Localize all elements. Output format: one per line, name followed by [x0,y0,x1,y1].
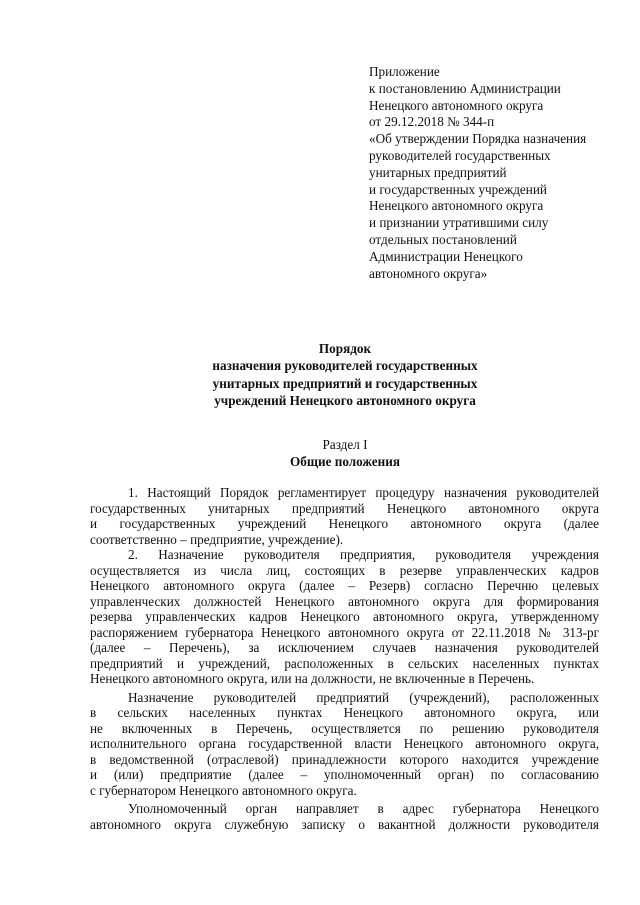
paragraph-2 [90,547,599,687]
text-line: государственных унитарных предприятий Ненецкого автономного округа [90,500,599,516]
section-header [90,436,600,471]
appendix-line: и государственных учреждений [369,181,547,197]
section-number: Раздел I [322,437,368,452]
document-title [90,340,600,410]
appendix-line: и признании утратившими силу [369,215,549,231]
text-line: Ненецкого автономного округа (далее – Резерв) согласно Перечню целевых [90,578,599,593]
text-line: исполнительного органа государственной власти Ненецкого автономного округа, [90,736,599,751]
text-line: соответственно – предприятие, учреждение). [90,531,344,547]
text-line: в ведомственной (отраслевой) принадлежности которого находится учреждение [90,751,599,767]
text-line: в сельских населенных пунктах Ненецкого автономного округа, или [90,705,599,720]
text-line: распоряжением губернатора Ненецкого автономного округа от 22.11.2018 № 313-рг [90,624,599,640]
appendix-line: унитарных предприятий [369,164,507,180]
text-line: автономного округа служебную записку о вакантной должности руководителя [90,816,599,832]
text-line: 2. Назначение руководителя предприятия, руководителя учреждения [128,547,599,562]
text-line: и (или) предприятие (далее – уполномоченный орган) по согласованию [90,767,599,782]
appendix-line: Администрации Ненецкого [369,248,523,264]
section-heading: Общие положения [290,454,400,470]
appendix-line: руководителей государственных [369,147,551,163]
text-line: предприятий и учреждений, расположенных в сельских населенных пунктах [90,655,599,671]
appendix-line: Ненецкого автономного округа [369,198,544,214]
appendix-line: Приложение [369,64,440,79]
paragraph-1 [90,485,599,547]
appendix-line: от 29.12.2018 № 344-п [369,114,495,130]
appendix-line: автономного округа» [369,265,488,281]
title-line: назначения руководителей государственных [212,358,478,374]
appendix-block [369,64,624,282]
title-line: унитарных предприятий и государственных [212,375,478,391]
text-line: резерва управленческих кадров Ненецкого автономного округа, утвержденному [90,609,599,624]
text-line: Ненецкого автономного округа, или на должности, не включенные в Перечень. [90,671,535,686]
text-line: Уполномоченный орган направляет в адрес губернатора Ненецкого [128,801,599,816]
text-line: 1. Настоящий Порядок регламентирует процедуру назначения руководителей [128,485,599,500]
title-line: учреждений Ненецкого автономного округа [214,393,476,409]
appendix-line: «Об утверждении Порядка назначения [369,131,587,147]
text-line: с губернатором Ненецкого автономного округа. [90,782,357,798]
text-line: Назначение руководителей предприятий (учреждений), расположенных [128,689,599,705]
document-body [90,485,599,832]
text-line: не включенных в Перечень, осуществляется по решению руководителя [90,720,599,736]
text-line: и государственных учреждений Ненецкого автономного округа (далее [90,516,599,531]
text-line: осуществляется из числа лиц, состоящих в резерве управленческих кадров [90,562,599,578]
paragraph-3 [90,690,599,799]
appendix-line: к постановлению Администрации [369,80,561,96]
title-line: Порядок [318,341,372,356]
appendix-line: Ненецкого автономного округа [369,97,544,113]
text-line: управленческих должностей Ненецкого автономного округа для формирования [90,593,599,609]
appendix-line: отдельных постановлений [369,231,517,247]
text-line: (далее – Перечень), за исключением случаев назначения руководителей [90,640,599,655]
paragraph-4 [90,801,599,832]
